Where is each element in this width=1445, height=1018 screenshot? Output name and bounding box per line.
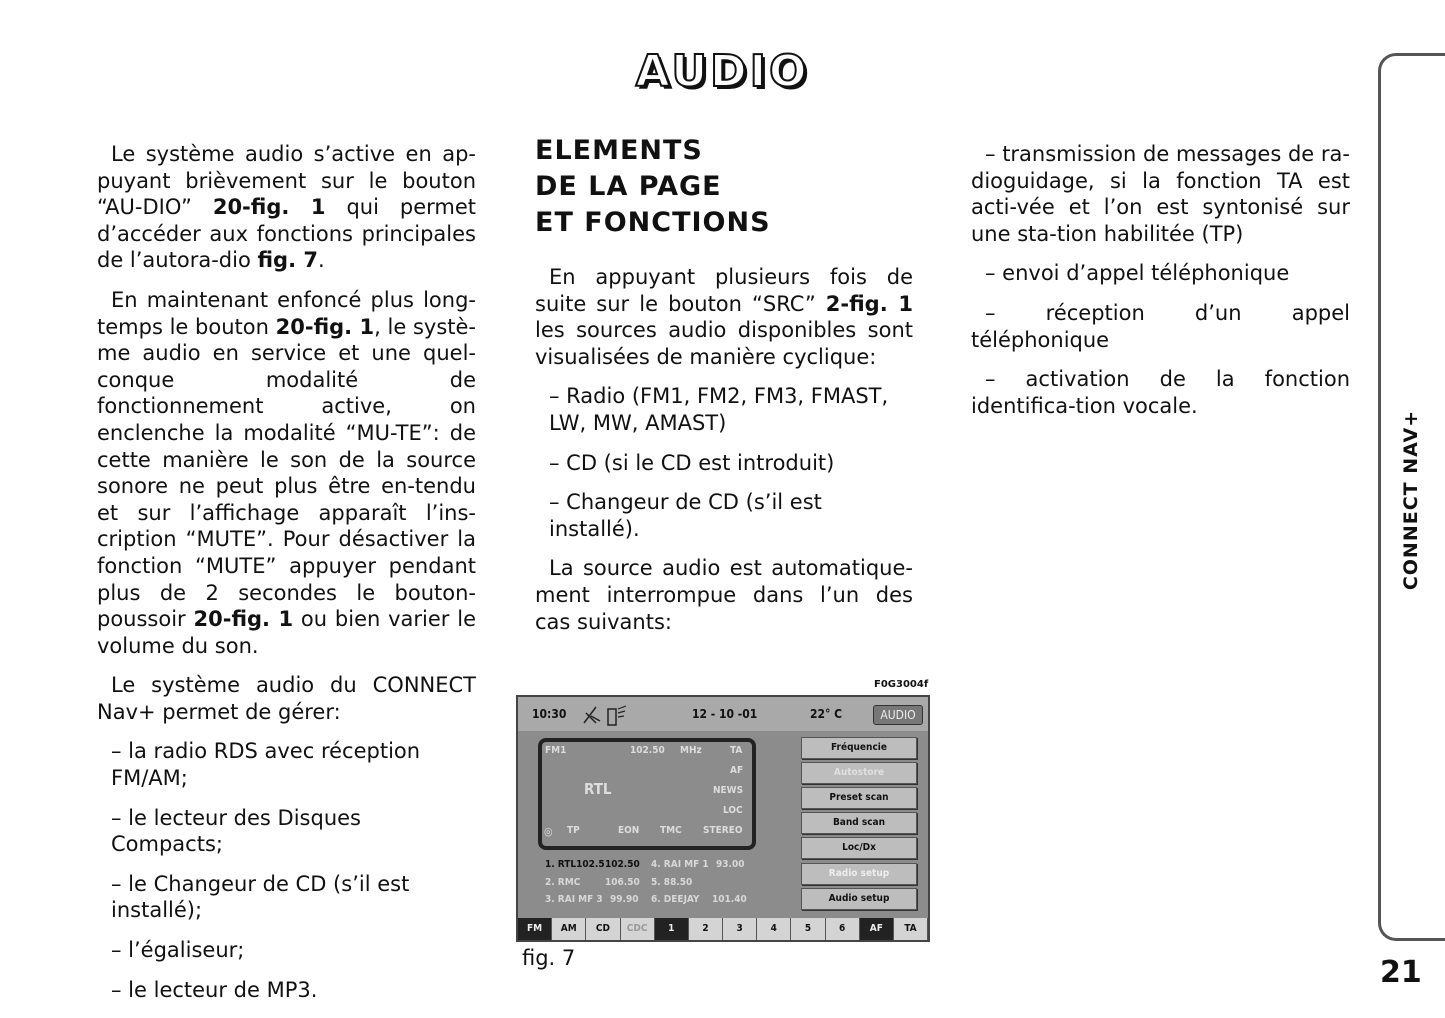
preset-4-button[interactable]: 4 [757, 918, 791, 940]
text-segment: En appuyant plusieurs fois de suite sur le bouton “SRC” [535, 265, 913, 316]
heading-line-3: ET FONCTIONS [535, 207, 771, 238]
status-bar [518, 697, 928, 731]
side-tab [1399, 405, 1423, 595]
preset-scan-button[interactable]: Preset scan [801, 787, 917, 809]
frequency-unit: MHz [680, 745, 702, 756]
list-item: – transmission de messages de ra-dioguidage, si la fonction TA est acti-vée et l’on est syntonisé sur une sta-tion habilitée (TP) [971, 142, 1350, 246]
cd-button[interactable]: CD [586, 918, 620, 940]
preset-6-button[interactable]: 6 [826, 918, 860, 940]
af-indicator: AF [730, 765, 744, 776]
figure-reference: 20-fig. 1 [193, 607, 294, 632]
preset-name[interactable]: 4. RAI MF 1 [651, 859, 709, 870]
text-segment: les sources audio disponibles sont visualisées de manière cyclique: [535, 318, 913, 369]
preset-freq: 93.00 [716, 859, 745, 870]
figure-reference: fig. 7 [257, 248, 318, 273]
paragraph-sources [535, 264, 913, 370]
list-item: – le Changeur de CD (s’il est installé); [111, 871, 410, 923]
antenna-phone-icon [582, 703, 626, 727]
radio-setup-button[interactable]: Radio setup [801, 863, 917, 885]
text-segment: Le système audio du CONNECT Nav+ permet de gérer: [97, 673, 476, 724]
band-scan-button[interactable]: Band scan [801, 812, 917, 834]
column-left [97, 141, 476, 1016]
side-tab-label: CONNECT NAV+ [1400, 409, 1422, 591]
list-item: – activation de la fonction identifica-tion vocale. [971, 367, 1350, 418]
list-item: – Radio (FM1, FM2, FM3, FMAST, LW, MW, AMAST) [549, 384, 889, 435]
frequency-button[interactable]: Fréquencie [801, 737, 917, 759]
preset-freq: 106.50 [605, 877, 640, 888]
preset-freq: 102.50 [605, 859, 640, 870]
preset-3-button[interactable]: 3 [723, 918, 757, 940]
list-item: – Changeur de CD (s’il est installé). [549, 490, 822, 541]
heading-line-1: ELEMENTS [535, 135, 703, 166]
date: 12 - 10 -01 [692, 707, 758, 721]
list-item: – CD (si le CD est introduit) [549, 450, 835, 475]
preset-name[interactable]: 2. RMC [545, 877, 581, 888]
preset-name[interactable]: 3. RAI MF 3 [545, 894, 603, 905]
news-indicator: NEWS [713, 785, 744, 796]
list-item: – envoi d’appel téléphonique [985, 261, 1290, 286]
figure-code: F0G3004f [874, 679, 929, 690]
figure-reference: 2-fig. 1 [825, 291, 913, 316]
section-heading [535, 133, 915, 241]
ta-indicator: TA [730, 745, 743, 756]
page-title: AUDIO [635, 46, 810, 97]
paragraph-1 [97, 141, 476, 274]
eon-indicator: EON [618, 825, 640, 836]
column-middle [535, 264, 913, 648]
band-label: FM1 [545, 745, 567, 756]
loc-dx-button[interactable]: Loc/Dx [801, 837, 917, 859]
frequency: 102.50 [630, 745, 665, 756]
preset-name[interactable]: 5. 88.50 [651, 877, 693, 888]
text-segment: Le système audio s’active en ap-puyant brièvement sur le bouton “AU-DIO” [97, 142, 476, 220]
ta-button[interactable]: TA [894, 918, 928, 940]
audio-screen-figure [516, 695, 930, 942]
preset-name[interactable]: 6. DEEJAY [651, 894, 700, 905]
stereo-indicator: STEREO [703, 825, 743, 836]
text-segment: ou bien varier le volume du son. [97, 607, 477, 658]
preset-name[interactable]: 1. RTL102.5 [545, 859, 605, 870]
clock: 10:30 [532, 707, 567, 721]
bottom-toolbar [518, 918, 928, 940]
preset-2-button[interactable]: 2 [689, 918, 723, 940]
figure-reference: 20-fig. 1 [275, 314, 375, 339]
paragraph-2 [97, 287, 476, 659]
paragraph-interrupt: La source audio est automatique-ment interrompue dans l’un des cas suivants: [535, 556, 913, 634]
list-item: – la radio RDS avec réception FM/AM; [111, 739, 421, 791]
fm-button[interactable]: FM [518, 918, 552, 940]
figure-caption: fig. 7 [522, 946, 576, 970]
list-item: – réception d’un appel téléphonique [971, 300, 1350, 352]
list-item: – le lecteur de MP3. [111, 977, 318, 1002]
cdc-button[interactable]: CDC [621, 918, 655, 940]
list-item: – l’égaliseur; [111, 938, 245, 963]
preset-freq: 99.90 [610, 894, 639, 905]
figure-reference: 20-fig. 1 [212, 195, 326, 220]
tp-indicator: TP [567, 825, 580, 836]
preset-5-button[interactable]: 5 [791, 918, 825, 940]
column-right [971, 141, 1350, 432]
am-button[interactable]: AM [552, 918, 586, 940]
audio-button[interactable]: AUDIO [873, 705, 923, 725]
text-segment: qui permet d’accéder aux fonctions principales de l’autora-dio [97, 195, 476, 273]
preset-1-button[interactable]: 1 [655, 918, 689, 940]
text-segment: . [317, 248, 325, 273]
loc-indicator: LOC [723, 805, 743, 816]
audio-setup-button[interactable]: Audio setup [801, 888, 917, 910]
rds-icon: ◎ [544, 825, 553, 838]
autostore-button[interactable]: Autostore [801, 762, 917, 784]
paragraph-3 [97, 672, 476, 725]
list-item: – le lecteur des Disques Compacts; [111, 805, 361, 857]
preset-freq: 101.40 [712, 894, 747, 905]
text-segment: , le systè-me audio en service et une quel-conque modalité de fonctionnement active, on enclenche la modalité “MU-TE”: de cette manière le son de la source sonore ne peut plus être en-tendu et sur l’affichage apparaît l’ins-cription “MUTE”. Pour désactiver la fonction “MUTE” appuyer pendant plus de 2 secondes le bouton-poussoir [97, 314, 476, 632]
page-number: 21 [1380, 955, 1422, 990]
radio-display [538, 738, 756, 850]
temperature: 22° C [810, 707, 843, 721]
af-button[interactable]: AF [860, 918, 894, 940]
tmc-indicator: TMC [660, 825, 682, 836]
text-segment: En maintenant enfoncé plus long-temps le bouton [97, 287, 476, 339]
heading-line-2: DE LA PAGE [535, 171, 722, 202]
station-name: RTL [584, 780, 612, 798]
